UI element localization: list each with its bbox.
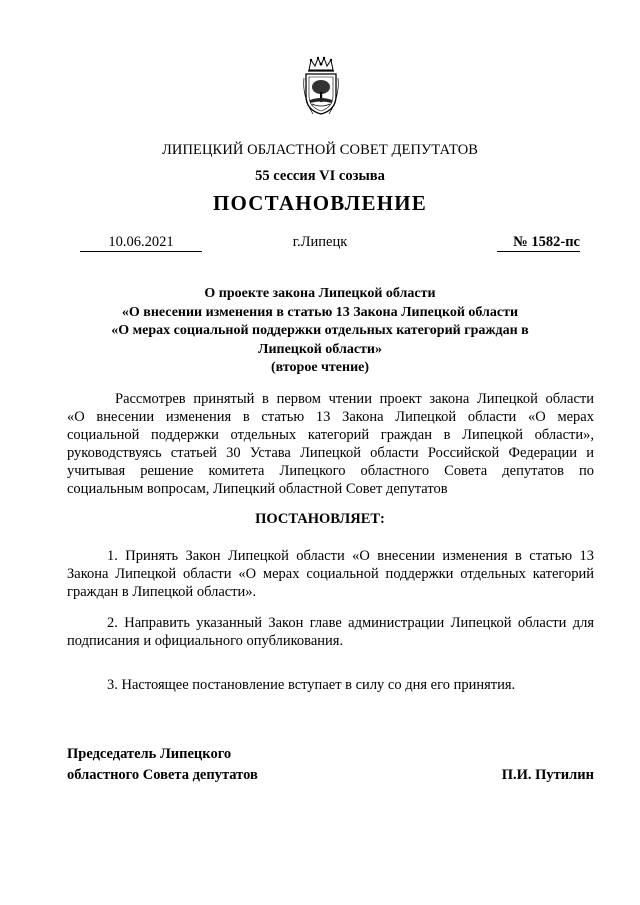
title-line: (второе чтение) [270,360,370,375]
item-line: 3. Настоящее постановление вступает в силу со дня его принятия. [107,677,516,693]
preamble-line: социальным вопросам, Липецкий областной Совет депутатов [67,481,448,497]
document-type: ПОСТАНОВЛЕНИЕ [212,191,428,215]
signatory-title [67,744,258,786]
signatory-name: П.И. Путилин [501,767,594,783]
preamble-paragraph [67,390,594,498]
item-line: граждан в Липецкой области». [67,584,257,600]
signatory-title-line: областного Совета депутатов [67,767,258,783]
resolution-item-1 [67,547,594,601]
title-line: О проекте закона Липецкой области [204,286,436,301]
resolution-item-3 [67,676,594,694]
item-line: Закона Липецкой области «О мерах социальной поддержки отдельных категорий [67,566,594,582]
title-line: Липецкой области» [258,341,382,357]
preamble-line: учитывая решение комитета Липецкого областного Совета депутатов по [67,463,594,479]
document-date: 10.06.2021 [80,234,202,252]
item-line: 2. Направить указанный Закон главе администрации Липецкой области для [107,615,594,631]
resolution-item-2 [67,614,594,650]
item-line: 1. Принять Закон Липецкой области «О внесении изменения в статью 13 [107,548,594,564]
title-line: «О мерах социальной поддержки отдельных категорий граждан в [111,323,529,338]
resolves-heading: ПОСТАНОВЛЯЕТ: [255,511,385,527]
document-number: № 1582-пс [497,234,580,252]
preamble-line: «О внесении изменения в статью 13 Закона Липецкой области «О мерах [67,409,594,425]
session-label: 55 сессия VI созыва [255,168,385,184]
council-name: ЛИПЕЦКИЙ ОБЛАСТНОЙ СОВЕТ ДЕПУТАТОВ [161,142,479,158]
title-line: «О внесении изменения в статью 13 Закона Липецкой области [121,304,519,320]
coat-of-arms-icon [301,56,341,118]
document-title [60,285,580,378]
item-line: подписания и официального опубликования. [67,633,344,649]
preamble-line: социальной поддержки отдельных категорий граждан в Липецкой области», [67,427,594,443]
signatory-title-line: Председатель Липецкого [67,746,232,762]
preamble-line: руководствуясь статьей 30 Устава Липецкой области Российской Федерации и [67,445,594,461]
preamble-line: Рассмотрев принятый в первом чтении проект закона Липецкой области [115,391,594,407]
document-city: г.Липецк [292,234,348,250]
